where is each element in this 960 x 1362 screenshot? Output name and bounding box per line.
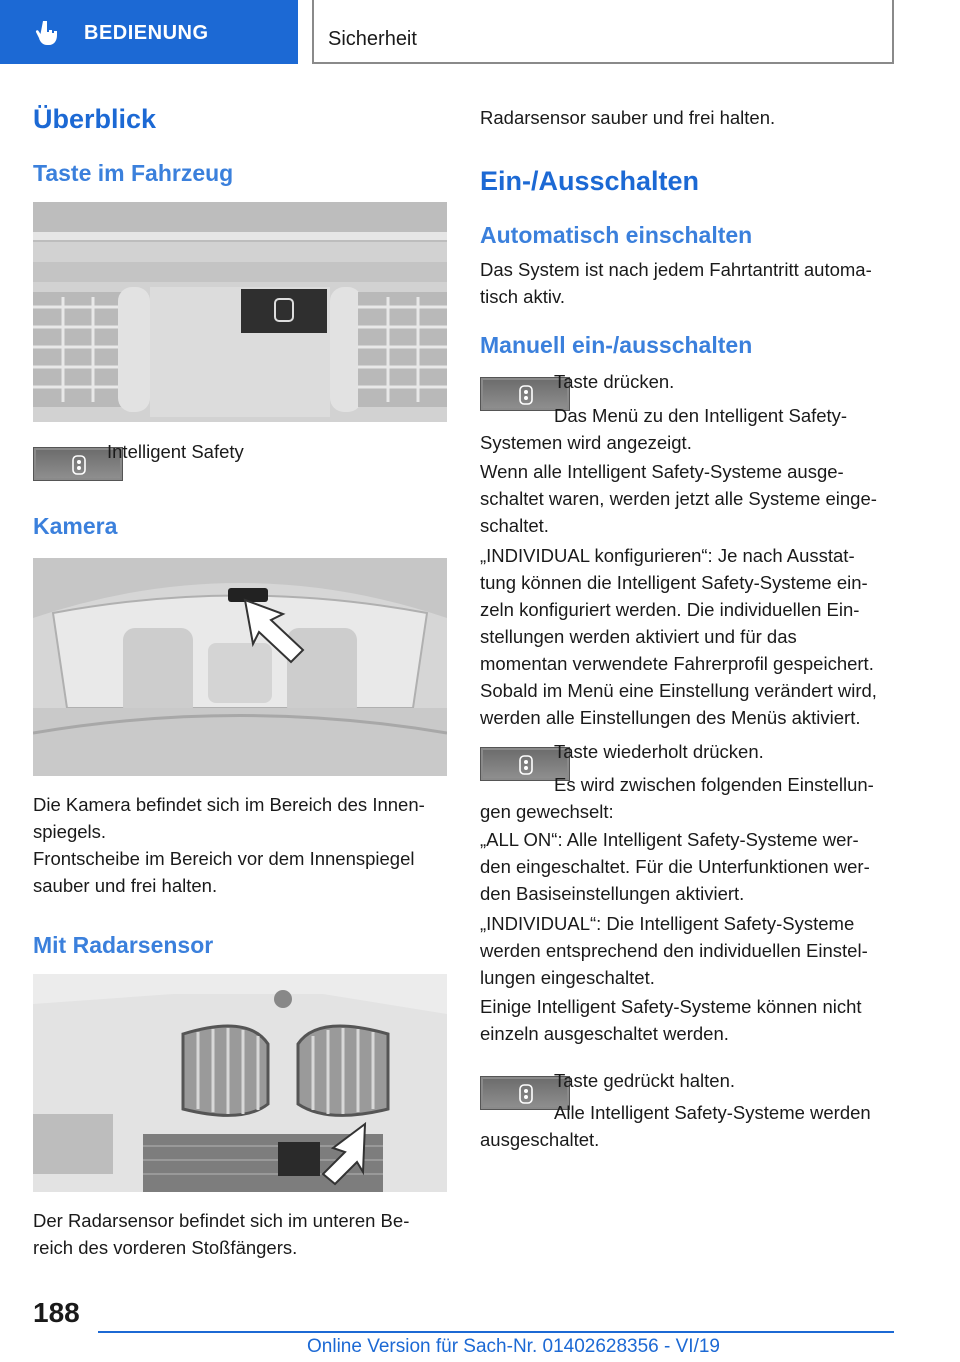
step1-action: Taste drücken. <box>554 371 675 392</box>
page-number: 188 <box>33 1297 80 1328</box>
radar-text-line: reich des vorderen Stoßfängers. <box>33 1237 298 1258</box>
section-label: BEDIENUNG <box>84 22 209 44</box>
windshield-text-line: Frontscheibe im Bereich vor dem Innenspiegel <box>33 848 415 869</box>
step3-result <box>480 1099 871 1153</box>
para4 <box>480 910 868 991</box>
auto-text <box>480 256 872 310</box>
windshield-text-line: sauber und frei halten. <box>33 875 218 896</box>
para1-line: Wenn alle Intelligent Safety-Systeme ausge‐ <box>480 461 844 482</box>
dashboard-button-figure <box>33 202 447 422</box>
step2-result-line: Es wird zwischen folgenden Einstellun‐ <box>554 774 874 795</box>
subheading-manual: Manuell ein-/ausschalten <box>480 332 753 358</box>
para2 <box>480 542 877 731</box>
para5 <box>480 993 862 1047</box>
step3-result-line: Alle Intelligent Safety-Systeme werden <box>554 1102 871 1123</box>
para2-line: „INDIVIDUAL konfigurieren“: Je nach Ausstat‐ <box>480 545 855 566</box>
camera-text <box>33 791 425 845</box>
step1-result-line: Systemen wird angezeigt. <box>480 432 692 453</box>
radar-intro-text: Radarsensor sauber und frei halten. <box>480 107 776 128</box>
radar-text-line: Der Radarsensor befindet sich im unteren Be‐ <box>33 1210 410 1231</box>
section-title-on-off: Ein-/Ausschalten <box>480 166 700 196</box>
para1 <box>480 458 877 539</box>
para5-line: Einige Intelligent Safety-Systeme können nicht <box>480 996 862 1017</box>
page-title: Überblick <box>33 104 157 134</box>
subheading-camera: Kamera <box>33 513 118 539</box>
step2-action: Taste wiederholt drücken. <box>554 741 764 762</box>
subheading-radar: Mit Radarsensor <box>33 932 214 958</box>
step3-action: Taste gedrückt halten. <box>554 1070 735 1091</box>
para1-line: schaltet waren, werden jetzt alle Systeme einge‐ <box>480 488 877 509</box>
para2-line: zeln konfiguriert werden. Die individuellen Ein‐ <box>480 599 860 620</box>
step2-result <box>480 771 874 825</box>
camera-figure <box>33 558 447 776</box>
step1-result <box>480 402 847 456</box>
para4-line: lungen eingeschaltet. <box>480 967 655 988</box>
step2-result-line: gen gewechselt: <box>480 801 614 822</box>
para4-line: werden entsprechend den individuellen Einstel‐ <box>480 940 868 961</box>
step3-result-line: ausgeschaltet. <box>480 1129 600 1150</box>
subheading-button-in-vehicle: Taste im Fahrzeug <box>33 160 234 186</box>
para3-line: „ALL ON“: Alle Intelligent Safety-Systeme wer‐ <box>480 829 859 850</box>
subheading-auto-on: Automatisch einschalten <box>480 222 753 248</box>
online-version-link[interactable]: Online Version für Sach-Nr. 01402628356 - VI/19 <box>307 1336 720 1357</box>
para2-line: werden alle Einstellungen des Menüs aktiviert. <box>480 707 861 728</box>
auto-text-line: tisch aktiv. <box>480 286 565 307</box>
camera-text-line: spiegels. <box>33 821 107 842</box>
auto-text-line: Das System ist nach jedem Fahrtantritt automa‐ <box>480 259 872 280</box>
radar-text <box>33 1207 409 1261</box>
camera-text-line: Die Kamera befindet sich im Bereich des Innen‐ <box>33 794 425 815</box>
para4-line: „INDIVIDUAL“: Die Intelligent Safety-Systeme <box>480 913 855 934</box>
section-tab[interactable] <box>0 0 298 64</box>
para5-line: einzeln ausgeschaltet werden. <box>480 1023 729 1044</box>
button-caption: Intelligent Safety <box>107 441 244 462</box>
windshield-text <box>33 845 415 899</box>
para3-line: den eingeschaltet. Für die Unterfunktionen wer‐ <box>480 856 870 877</box>
para2-line: stellungen werden aktiviert und für das <box>480 626 797 647</box>
para2-line: Sobald im Menü eine Einstellung verändert wird, <box>480 680 877 701</box>
step1-result-line: Das Menü zu den Intelligent Safety- <box>554 405 848 426</box>
chapter-header <box>312 0 894 64</box>
para1-line: schaltet. <box>480 515 549 536</box>
para3 <box>480 826 870 907</box>
chapter-label: Sicherheit <box>328 28 417 50</box>
hand-pointer-icon <box>34 18 64 48</box>
footer-divider <box>98 1331 894 1333</box>
para2-line: momentan verwendete Fahrerprofil gespeichert. <box>480 653 874 674</box>
radar-sensor-figure <box>33 974 447 1192</box>
para2-line: tung können die Intelligent Safety-Systeme ein‐ <box>480 572 868 593</box>
para3-line: den Basiseinstellungen aktiviert. <box>480 883 745 904</box>
